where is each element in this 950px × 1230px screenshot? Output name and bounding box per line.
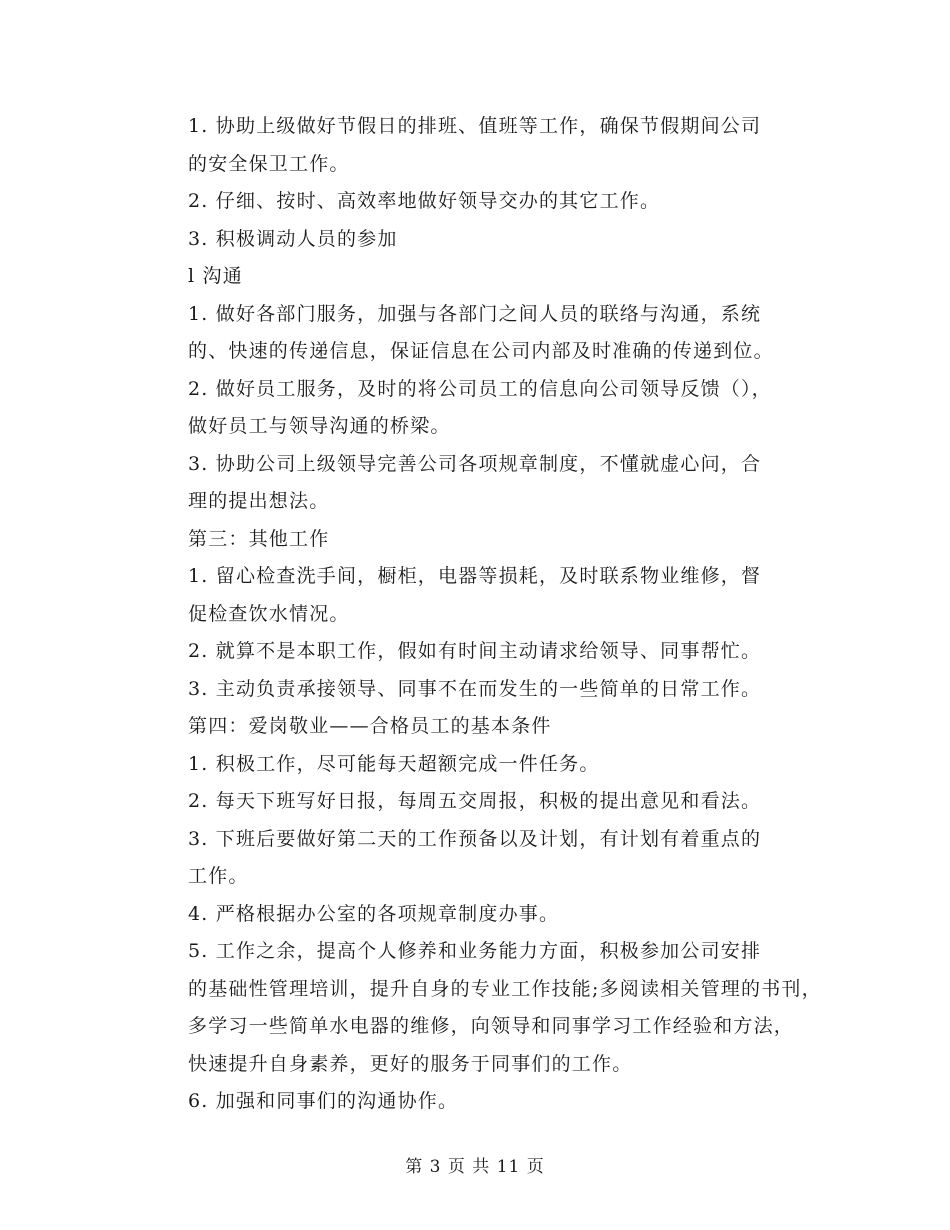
paragraph-line: 6. 加强和同事们的沟通协作。: [188, 1090, 459, 1112]
paragraph: [140, 221, 810, 259]
paragraph-line: 第四：爱岗敬业——合格员工的基本条件: [188, 715, 552, 737]
paragraph: [140, 633, 810, 671]
paragraph: [140, 521, 810, 559]
paragraph-line: 促检查饮水情况。: [188, 602, 350, 625]
paragraph-line: 第三：其他工作: [188, 527, 330, 550]
paragraph: [140, 708, 810, 746]
paragraph-line: 4. 严格根据办公室的各项规章制度办事。: [188, 902, 560, 925]
paragraph-line: 3. 积极调动人员的参加: [188, 227, 398, 250]
paragraph-line: 3. 下班后要做好第二天的工作预备以及计划，有计划有着重点的: [188, 827, 762, 850]
paragraph: [140, 933, 822, 1083]
paragraph-line: 工作。: [188, 865, 249, 887]
paragraph: [140, 746, 810, 784]
paragraph: [140, 296, 810, 371]
paragraph-line: 的安全保卫工作。: [188, 152, 350, 175]
paragraph-line: 2. 仔细、按时、高效率地做好领导交办的其它工作。: [188, 190, 661, 212]
paragraph-line: 1. 协助上级做好节假日的排班、值班等工作，确保节假期间公司: [188, 115, 762, 137]
paragraph: [140, 671, 810, 709]
paragraph: [140, 558, 810, 633]
paragraph: [140, 108, 810, 183]
paragraph-line: 1. 积极工作，尽可能每天超额完成一件任务。: [188, 752, 600, 775]
paragraph: [140, 183, 810, 221]
paragraph: [140, 896, 810, 934]
paragraph: [140, 258, 810, 296]
paragraph-line: 3. 协助公司上级领导完善公司各项规章制度，不懂就虚心问，合: [188, 452, 762, 475]
page-number-footer: 第 3 页 共 11 页: [405, 1157, 545, 1177]
paragraph: [140, 446, 810, 521]
paragraph-line: 做好员工与领导沟通的桥梁。: [188, 415, 451, 437]
paragraph-line: l 沟通: [188, 265, 243, 287]
paragraph-line: 2. 做好员工服务，及时的将公司员工的信息向公司领导反馈（），: [188, 377, 772, 400]
paragraph-line: 1. 留心检查洗手间，橱柜，电器等损耗，及时联系物业维修，督: [188, 565, 762, 587]
paragraph-line: 3. 主动负责承接领导、同事不在而发生的一些简单的日常工作。: [188, 677, 762, 700]
paragraph-line: 多学习一些简单水电器的维修，向领导和同事学习工作经验和方法，: [188, 1015, 795, 1037]
paragraph: [140, 1083, 810, 1121]
paragraph-line: 1. 做好各部门服务，加强与各部门之间人员的联络与沟通，系统: [188, 302, 762, 325]
document-body: [140, 108, 822, 1121]
paragraph: [140, 783, 810, 821]
paragraph-line: 理的提出想法。: [188, 490, 330, 512]
paragraph-line: 2. 就算不是本职工作，假如有时间主动请求给领导、同事帮忙。: [188, 640, 762, 662]
paragraph-line: 5. 工作之余，提高个人修养和业务能力方面，积极参加公司安排: [188, 940, 762, 962]
paragraph: [140, 821, 810, 896]
paragraph: [140, 371, 810, 446]
paragraph-line: 2. 每天下班写好日报，每周五交周报，积极的提出意见和看法。: [188, 790, 762, 812]
paragraph-line: 的、快速的传递信息，保证信息在公司内部及时准确的传递到位。: [188, 340, 774, 362]
paragraph-line: 的基础性管理培训，提升自身的专业工作技能;多阅读相关管理的书刊，: [188, 977, 822, 1000]
paragraph-line: 快速提升自身素养，更好的服务于同事们的工作。: [188, 1052, 633, 1075]
